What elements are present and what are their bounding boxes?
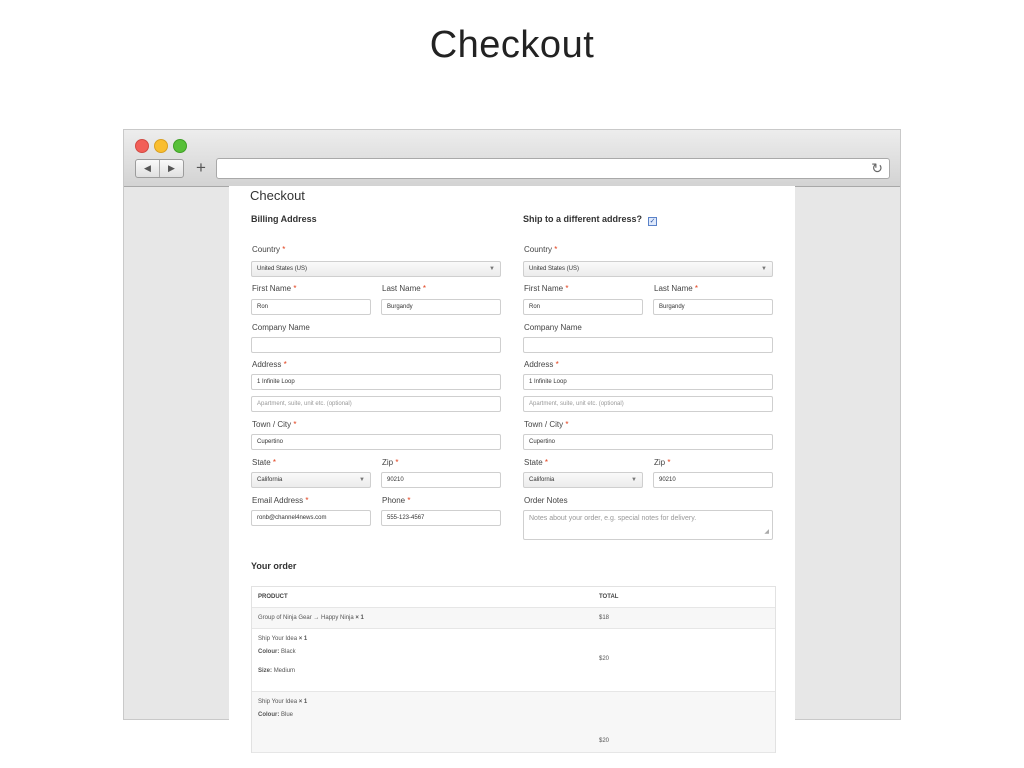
- billing-address-label: [252, 360, 287, 369]
- product-size: [258, 668, 295, 674]
- required-marker: *: [667, 458, 671, 467]
- select-value: United States (US): [529, 266, 580, 272]
- zoom-window-button[interactable]: [173, 139, 187, 153]
- billing-address-field[interactable]: 1 Infinite Loop: [251, 374, 501, 390]
- required-marker: *: [422, 284, 427, 293]
- chevron-down-icon: ▼: [761, 266, 767, 272]
- billing-title: Billing Address: [251, 214, 317, 224]
- colour-value: Blue: [281, 712, 294, 718]
- billing-phone-label: [382, 496, 411, 505]
- size-label: Size:: [258, 668, 273, 674]
- shipping-address-field[interactable]: 1 Infinite Loop: [523, 374, 773, 390]
- label-text: State: [252, 458, 271, 467]
- required-marker: *: [305, 496, 309, 505]
- product-cell: [258, 699, 307, 705]
- label-text: Country: [524, 245, 553, 254]
- billing-city-field[interactable]: Cupertino: [251, 434, 501, 450]
- label-text: Zip: [382, 458, 394, 467]
- checkout-page: [229, 186, 795, 744]
- shipping-first-name-field[interactable]: Ron: [523, 299, 643, 315]
- textarea-placeholder: Notes about your order, e.g. special notes for delivery.: [529, 515, 697, 522]
- new-tab-icon[interactable]: +: [196, 158, 206, 177]
- product-quantity: × 1: [298, 636, 308, 642]
- history-nav: [135, 159, 184, 178]
- required-marker: *: [283, 360, 287, 369]
- shipping-address2-field[interactable]: Apartment, suite, unit etc. (optional): [523, 396, 773, 412]
- slide-title: Checkout: [429, 24, 595, 66]
- order-notes-label: Order Notes: [524, 496, 568, 505]
- required-marker: *: [293, 284, 297, 293]
- table-row: [252, 692, 775, 753]
- required-marker: *: [694, 284, 699, 293]
- total-cell: $18: [599, 615, 610, 621]
- colour-label: Colour:: [258, 712, 280, 718]
- order-table: [251, 586, 776, 753]
- shipping-first-name-label: [524, 284, 568, 293]
- product-name: Ship Your Idea: [258, 636, 298, 642]
- shipping-zip-label: [654, 458, 670, 467]
- address-bar[interactable]: [216, 158, 890, 179]
- label-text: Town / City: [524, 420, 564, 429]
- resize-handle-icon[interactable]: ◢: [764, 529, 769, 535]
- shipping-address-label: [524, 360, 559, 369]
- billing-column: [251, 214, 501, 521]
- billing-last-name-label: [382, 284, 426, 293]
- label-text: Last Name: [382, 284, 421, 293]
- required-marker: *: [293, 420, 297, 429]
- table-header-row: [252, 587, 775, 608]
- browser-window: [123, 129, 901, 744]
- required-marker: *: [395, 458, 399, 467]
- page-title: Checkout: [250, 188, 305, 203]
- billing-city-label: [252, 420, 296, 429]
- chevron-down-icon: ▼: [631, 477, 637, 483]
- label-text: Address: [524, 360, 554, 369]
- product-name: Group of Ninja Gear → Happy Ninja: [258, 615, 354, 621]
- product-quantity: × 1: [298, 699, 308, 705]
- shipping-zip-field[interactable]: 90210: [653, 472, 773, 488]
- label-text: State: [524, 458, 543, 467]
- reload-icon[interactable]: ↻: [871, 160, 883, 176]
- shipping-state-label: [524, 458, 548, 467]
- forward-icon[interactable]: ▶: [159, 160, 183, 177]
- product-colour: [258, 649, 296, 655]
- required-marker: *: [554, 245, 558, 254]
- ship-different-checkbox[interactable]: ✓: [649, 218, 656, 225]
- label-text: First Name: [524, 284, 564, 293]
- billing-state-select[interactable]: [251, 472, 371, 488]
- select-value: California: [529, 477, 555, 483]
- shipping-city-label: [524, 420, 568, 429]
- required-marker: *: [565, 284, 569, 293]
- billing-zip-label: [382, 458, 398, 467]
- product-name: Ship Your Idea: [258, 699, 298, 705]
- product-cell: [258, 636, 307, 642]
- column-header-product: PRODUCT: [258, 594, 288, 600]
- billing-email-label: [252, 496, 309, 505]
- close-window-button[interactable]: [135, 139, 149, 153]
- column-header-total: TOTAL: [599, 594, 619, 600]
- shipping-last-name-label: [654, 284, 698, 293]
- label-text: Phone: [382, 496, 406, 505]
- billing-country-label: [252, 245, 285, 254]
- billing-email-field[interactable]: ronb@channel4news.com: [251, 510, 371, 526]
- chevron-down-icon: ▼: [359, 477, 365, 483]
- label-text: First Name: [252, 284, 292, 293]
- chevron-down-icon: ▼: [489, 266, 495, 272]
- table-row: [252, 608, 775, 629]
- required-marker: *: [555, 360, 559, 369]
- select-value: United States (US): [257, 266, 308, 272]
- shipping-company-field[interactable]: [523, 337, 773, 353]
- minimize-window-button[interactable]: [154, 139, 168, 153]
- total-cell: $20: [599, 656, 610, 662]
- product-quantity: × 1: [355, 615, 364, 621]
- billing-company-label: Company Name: [252, 323, 310, 332]
- back-icon[interactable]: ◀: [144, 163, 151, 173]
- select-value: California: [257, 477, 283, 483]
- label-text: Last Name: [654, 284, 693, 293]
- billing-country-select[interactable]: [251, 261, 501, 277]
- shipping-last-name-field[interactable]: Burgandy: [653, 299, 773, 315]
- shipping-state-select[interactable]: [523, 472, 643, 488]
- billing-last-name-field[interactable]: Burgandy: [381, 299, 501, 315]
- billing-company-field[interactable]: [251, 337, 501, 353]
- billing-first-name-label: [252, 284, 296, 293]
- size-value: Medium: [273, 668, 296, 674]
- order-title: Your order: [251, 561, 297, 571]
- label-text: Town / City: [252, 420, 292, 429]
- product-colour: [258, 712, 293, 718]
- product-cell: [258, 615, 364, 621]
- colour-label: Colour:: [258, 649, 280, 655]
- billing-first-name-field[interactable]: Ron: [251, 299, 371, 315]
- label-text: Country: [252, 245, 281, 254]
- label-text: Email Address: [252, 496, 304, 505]
- required-marker: *: [565, 420, 569, 429]
- billing-zip-field[interactable]: 90210: [381, 472, 501, 488]
- billing-state-label: [252, 458, 276, 467]
- label-text: Zip: [654, 458, 666, 467]
- billing-phone-field[interactable]: 555-123-4567: [381, 510, 501, 526]
- label-text: Address: [252, 360, 282, 369]
- shipping-column: [523, 214, 773, 535]
- total-cell: $20: [599, 738, 610, 744]
- required-marker: *: [282, 245, 286, 254]
- shipping-company-label: Company Name: [524, 323, 582, 332]
- required-marker: *: [544, 458, 549, 467]
- shipping-country-select[interactable]: [523, 261, 773, 277]
- shipping-title: [523, 214, 773, 232]
- required-marker: *: [407, 496, 411, 505]
- order-notes-textarea[interactable]: [523, 510, 773, 540]
- colour-value: Black: [281, 649, 296, 655]
- required-marker: *: [272, 458, 277, 467]
- shipping-country-label: [524, 245, 557, 254]
- shipping-city-field[interactable]: Cupertino: [523, 434, 773, 450]
- table-row: [252, 629, 775, 692]
- shipping-title-text: Ship to a different address?: [523, 214, 643, 224]
- billing-address2-field[interactable]: Apartment, suite, unit etc. (optional): [251, 396, 501, 412]
- browser-toolbar: [124, 130, 900, 187]
